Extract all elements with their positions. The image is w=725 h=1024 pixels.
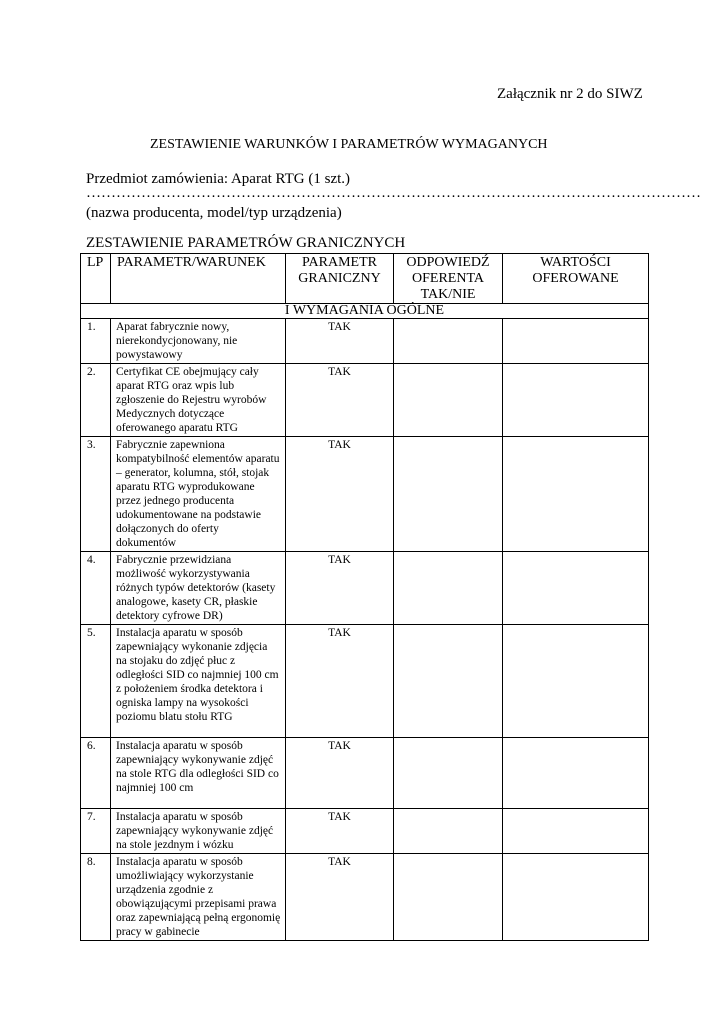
producer-caption: (nazwa producenta, model/typ urządzenia) (86, 205, 342, 221)
row-answer-cell[interactable] (394, 854, 503, 941)
row-limit: TAK (286, 319, 394, 364)
row-answer-cell[interactable] (394, 364, 503, 437)
table-row (81, 437, 649, 552)
section-title: I WYMAGANIA OGÓLNE (81, 304, 649, 319)
col-header-offered-line1: WARTOŚCI (540, 255, 611, 270)
section-row (81, 304, 649, 319)
row-lp: 2. (81, 364, 111, 437)
row-offered-cell[interactable] (503, 854, 649, 941)
col-header-offered-line2: OFEROWANE (532, 271, 619, 286)
row-answer-cell[interactable] (394, 437, 503, 552)
row-limit: TAK (286, 552, 394, 625)
row-lp: 8. (81, 854, 111, 941)
col-header-limit (286, 254, 394, 304)
row-lp: 3. (81, 437, 111, 552)
row-description: Instalacja aparatu w sposób zapewniający wykonanie zdjęcia na stojaku do zdjęć płuc z odległości SID co najmniej 100 cm z położeniem środka detektora i ogniska lampy na wysokości poziomu blatu stołu RTG (111, 625, 286, 738)
row-answer-cell[interactable] (394, 738, 503, 809)
row-lp: 7. (81, 809, 111, 854)
row-offered-cell[interactable] (503, 625, 649, 738)
row-answer-cell[interactable] (394, 552, 503, 625)
col-header-answer (394, 254, 503, 304)
row-offered-cell[interactable] (503, 319, 649, 364)
row-limit: TAK (286, 738, 394, 809)
document-title: ZESTAWIENIE WARUNKÓW I PARAMETRÓW WYMAGANYCH (150, 137, 548, 152)
col-header-answer-line2: OFERENTA (412, 271, 484, 286)
table-row (81, 809, 649, 854)
row-description: Certyfikat CE obejmujący cały aparat RTG oraz wpis lub zgłoszenie do Rejestru wyrobów Medycznych dotyczące oferowanego aparatu RTG (111, 364, 286, 437)
table-row (81, 854, 649, 941)
row-offered-cell[interactable] (503, 364, 649, 437)
parameters-table (80, 253, 649, 941)
annex-label: Załącznik nr 2 do SIWZ (497, 86, 643, 102)
table-row (81, 625, 649, 738)
row-offered-cell[interactable] (503, 738, 649, 809)
col-header-param: PARAMETR/WARUNEK (111, 254, 286, 304)
row-answer-cell[interactable] (394, 809, 503, 854)
row-answer-cell[interactable] (394, 625, 503, 738)
row-description: Instalacja aparatu w sposób zapewniający wykonywanie zdjęć na stole RTG dla odległości SID co najmniej 100 cm (111, 738, 286, 809)
table-row (81, 319, 649, 364)
col-header-lp: LP (81, 254, 111, 304)
table-row (81, 738, 649, 809)
row-limit: TAK (286, 809, 394, 854)
table-row (81, 364, 649, 437)
row-offered-cell[interactable] (503, 552, 649, 625)
row-description: Aparat fabrycznie nowy, nierekondycjonowany, nie powystawowy (111, 319, 286, 364)
col-header-answer-line3: TAK/NIE (420, 287, 476, 302)
row-description: Instalacja aparatu w sposób zapewniający wykonywanie zdjęć na stole jezdnym i wózku (111, 809, 286, 854)
row-offered-cell[interactable] (503, 809, 649, 854)
row-answer-cell[interactable] (394, 319, 503, 364)
table-header-row (81, 254, 649, 304)
row-lp: 6. (81, 738, 111, 809)
row-description: Fabrycznie przewidziana możliwość wykorzystywania różnych typów detektorów (kasety analogowe, kasety CR, płaskie detektory cyfrowe DR) (111, 552, 286, 625)
col-header-offered (503, 254, 649, 304)
table-title: ZESTAWIENIE PARAMETRÓW GRANICZNYCH (86, 235, 406, 251)
row-description: Fabrycznie zapewniona kompatybilność elementów aparatu – generator, kolumna, stół, stojak aparatu RTG wyprodukowane przez jednego producenta udokumentowane na podstawie dołączonych do oferty dokumentów (111, 437, 286, 552)
col-header-limit-line2: GRANICZNY (298, 271, 381, 286)
row-limit: TAK (286, 625, 394, 738)
row-offered-cell[interactable] (503, 437, 649, 552)
row-lp: 1. (81, 319, 111, 364)
col-header-answer-line1: ODPOWIEDŹ (406, 255, 490, 270)
row-limit: TAK (286, 437, 394, 552)
fill-in-line: …………………………………………………………………………………………………………… (86, 185, 701, 201)
row-lp: 4. (81, 552, 111, 625)
table-row (81, 552, 649, 625)
row-limit: TAK (286, 854, 394, 941)
col-header-limit-line1: PARAMETR (302, 255, 377, 270)
row-lp: 5. (81, 625, 111, 738)
row-limit: TAK (286, 364, 394, 437)
row-description: Instalacja aparatu w sposób umożliwiający wykorzystanie urządzenia zgodnie z obowiązującymi przepisami prawa oraz zapewniającą pełną ergonomię pracy w gabinecie (111, 854, 286, 941)
order-subject: Przedmiot zamówienia: Aparat RTG (1 szt.) (86, 171, 351, 187)
